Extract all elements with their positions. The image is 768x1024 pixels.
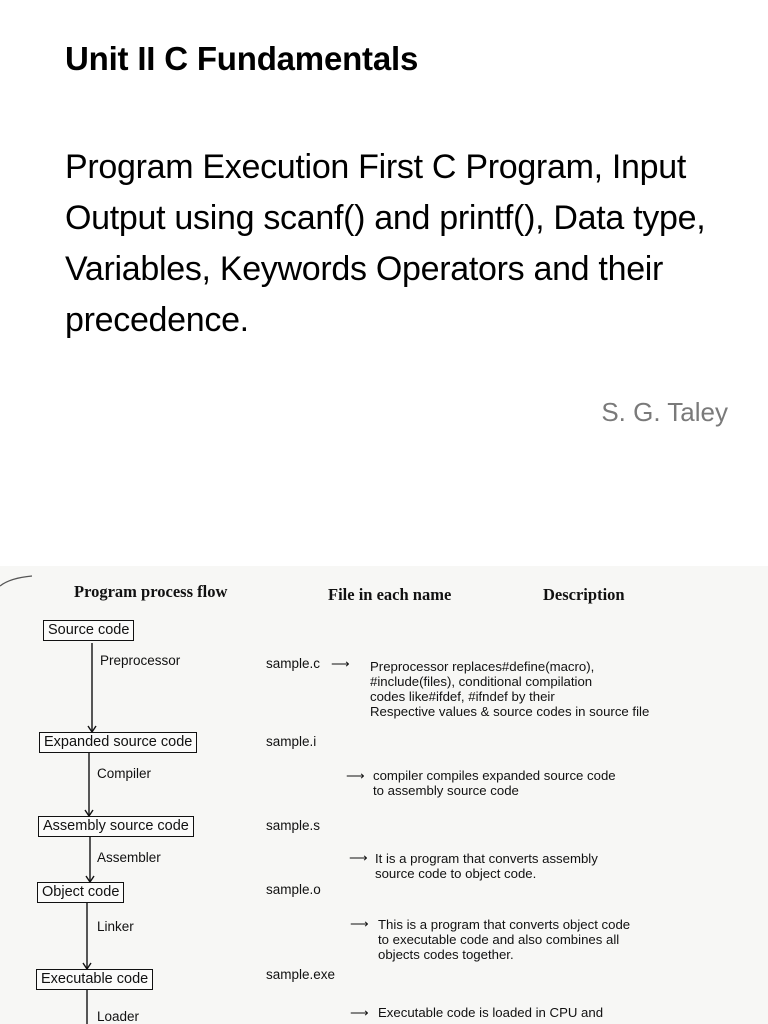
stage-expanded-source-code: Expanded source code [39, 732, 197, 753]
step-assembler: Assembler [97, 850, 161, 865]
stage-assembly-source-code: Assembly source code [38, 816, 194, 837]
header-flow: Program process flow [74, 582, 228, 601]
arrow-right-icon: ⟶ [350, 916, 369, 931]
file-sample-c: sample.c [266, 656, 321, 671]
step-compiler: Compiler [97, 766, 152, 781]
slide-title: Unit II C Fundamentals [65, 40, 419, 77]
stage-object-code: Object code [37, 882, 124, 903]
file-sample-i: sample.i [266, 734, 317, 749]
arrow-right-icon: ⟶ [331, 656, 350, 671]
step-linker: Linker [97, 919, 134, 934]
stage-source-code: Source code [43, 620, 134, 641]
arrow-right-icon: ⟶ [350, 1005, 369, 1020]
step-loader: Loader [97, 1009, 140, 1024]
program-process-flow-figure [0, 566, 768, 1024]
file-sample-s: sample.s [266, 818, 321, 833]
description-compiler: compiler compiles expanded source code to assembly source code [373, 768, 616, 798]
step-preprocessor: Preprocessor [100, 653, 181, 668]
description-preprocessor: Preprocessor replaces#define(macro), #include(files), conditional compilation codes like#ifdef, #ifndef by their Respective values & source codes in source file [370, 659, 650, 719]
description-linker: This is a program that converts object code to executable code and also combines all objects codes together. [378, 917, 631, 962]
header-file: File in each name [328, 585, 452, 604]
description-loader: Executable code is loaded in CPU and [378, 1005, 604, 1020]
file-sample-o: sample.o [266, 882, 321, 897]
slide-author: S. G. Taley [601, 397, 728, 427]
header-description: Description [543, 585, 625, 604]
description-assembler: It is a program that converts assembly source code to object code. [375, 851, 598, 881]
stage-executable-code: Executable code [36, 969, 153, 990]
arrow-right-icon: ⟶ [349, 850, 368, 865]
file-sample-exe: sample.exe [266, 967, 336, 982]
slide-topics: Program Execution First C Program, Input Output using scanf() and printf(), Data type, Variables, Keywords Operators and their precedence. [65, 148, 706, 339]
arrow-right-icon: ⟶ [346, 768, 365, 783]
